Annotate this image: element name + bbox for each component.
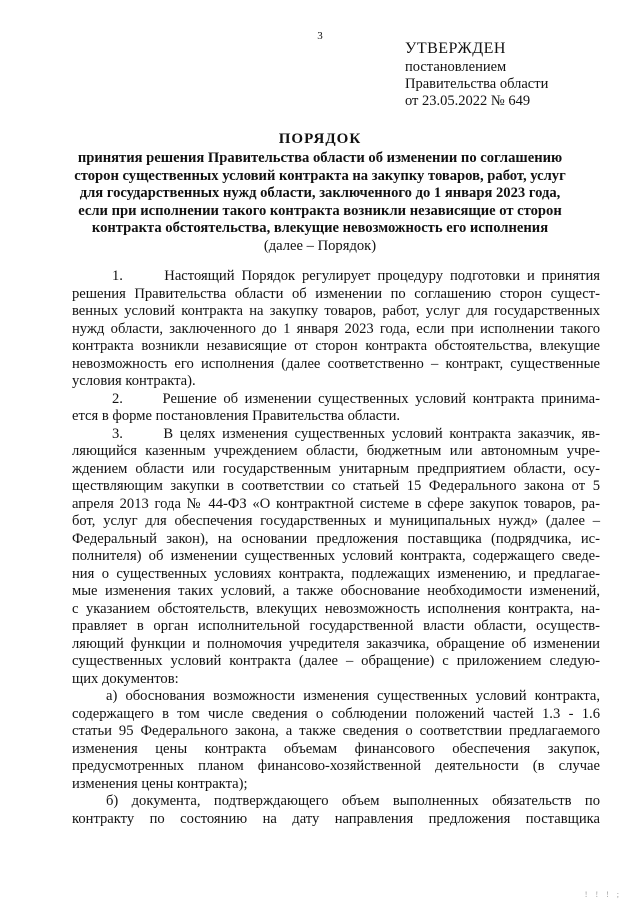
text-line: предусмотренных планом финансово-хозяйственной деятельности (в случае (72, 758, 600, 774)
text-line: апреля 2013 года № 44-ФЗ «О контрактной системе в сфере закупок товаров, ра- (72, 495, 600, 512)
subtitle-line: если при исполнении такого контракта возникли независящие от сторон (78, 202, 562, 219)
text-line: Федеральный закон), на основании предложения поставщика (подрядчика, ис- (72, 530, 600, 547)
text-line: а) обоснования возможности изменения существенных условий контракта, (106, 688, 600, 704)
paragraph-3 (72, 426, 600, 689)
text-line: щих документов: (72, 670, 179, 687)
approval-line: от 23.05.2022 № 649 (405, 93, 531, 109)
text-line: ждением области или государственным унитарным предприятием области, осу- (72, 460, 600, 477)
text-line: с указанием обстоятельств, влекущих невозможность исполнения контракта, на- (72, 600, 600, 617)
subtitle-line: принятия решения Правительства области об изменении по соглашению (77, 150, 563, 166)
text-line: 2. Решение об изменении существенных условий контракта принима- (112, 390, 600, 407)
text-line: изменения цены контракта); (72, 775, 248, 792)
text-line: ляющийся казенным учреждением области, бюджетным или автономным учре- (72, 443, 600, 459)
subtitle-line: контракта обстоятельства, влекущие невозможность его исполнения (91, 220, 549, 236)
text-line: бот, услуг для обеспечения государственных и муниципальных нужд» (далее – (72, 513, 600, 529)
paragraph-a (72, 688, 600, 793)
text-line: невозможность его исполнения (далее соответственно – контракт, существенные (72, 355, 600, 372)
text-line: изменения цены контракта объемам финансового обеспечения закупок, (72, 740, 600, 757)
approval-line: Правительства области (405, 76, 549, 92)
text-line: венных условий контракта на закупку товаров, работ, услуг для государственных (72, 303, 600, 319)
text-line: нужд области, заключенного до 1 января 2023 года, если при исполнении такого (72, 320, 600, 337)
text-line: статьи 95 Федерального закона, а также сведения о соответствии предлагаемого (72, 723, 600, 739)
paragraph-2 (72, 391, 600, 426)
text-line: контракту по состоянию на дату направления предложения поставщика (72, 810, 600, 827)
subtitle-line: для государственных нужд области, заключенного до 1 января 2023 года, (79, 185, 561, 201)
subtitle-line: сторон существенных условий контракта на закупку товаров, работ, услуг (74, 167, 566, 184)
scan-artifact: ! ! ! ; (584, 890, 622, 899)
approval-line: постановлением (405, 59, 507, 75)
text-line: 3. В целях изменения существенных условий контракта заказчик, яв- (112, 425, 600, 442)
text-line: ется в форме постановления Правительства области. (72, 408, 401, 424)
text-line: существенных условий контракта (далее – обращение) с приложением следую- (72, 653, 600, 669)
text-line: б) документа, подтверждающего объем выполненных обязательств по (106, 793, 600, 809)
document-abbreviation: (далее – Порядок) (263, 237, 377, 254)
text-line: решения Правительства области об изменении по соглашению сторон сущест- (72, 285, 600, 302)
approval-stamp (405, 40, 548, 110)
text-line: условия контракта). (72, 373, 196, 389)
document-title-block (0, 130, 640, 255)
approval-title: УТВЕРЖДЕН (405, 40, 506, 57)
text-line: ляющий функции и полномочия учредителя заказчика, обращение об изменении (72, 635, 600, 652)
document-title: ПОРЯДОК (278, 131, 362, 147)
paragraph-1 (72, 268, 600, 391)
document-subtitle (0, 150, 640, 238)
text-line: правляет в орган исполнительной государственной власти области, осуществ- (72, 618, 600, 634)
page-number: 3 (317, 30, 323, 42)
text-line: мые изменения таких условий, а также обоснование необходимости изменений, (72, 583, 600, 599)
text-line: содержащего в том числе сведения о соблюдении положений частей 1.3 - 1.6 (72, 705, 600, 722)
text-line: 1. Настоящий Порядок регулирует процедуру подготовки и принятия (112, 268, 600, 284)
text-line: ния о существенных условиях контракта, подлежащих изменению, и предлагае- (72, 565, 600, 582)
document-body (72, 268, 600, 828)
text-line: полнителя) об изменении существенных условий контракта, содержащего сведе- (72, 548, 600, 564)
paragraph-b (72, 793, 600, 828)
text-line: контракта возникли независящие от сторон контракта обстоятельства, влекущие (72, 338, 600, 354)
text-line: ществляющим закупки в соответствии со статьей 15 Федерального закона от 5 (72, 478, 600, 494)
